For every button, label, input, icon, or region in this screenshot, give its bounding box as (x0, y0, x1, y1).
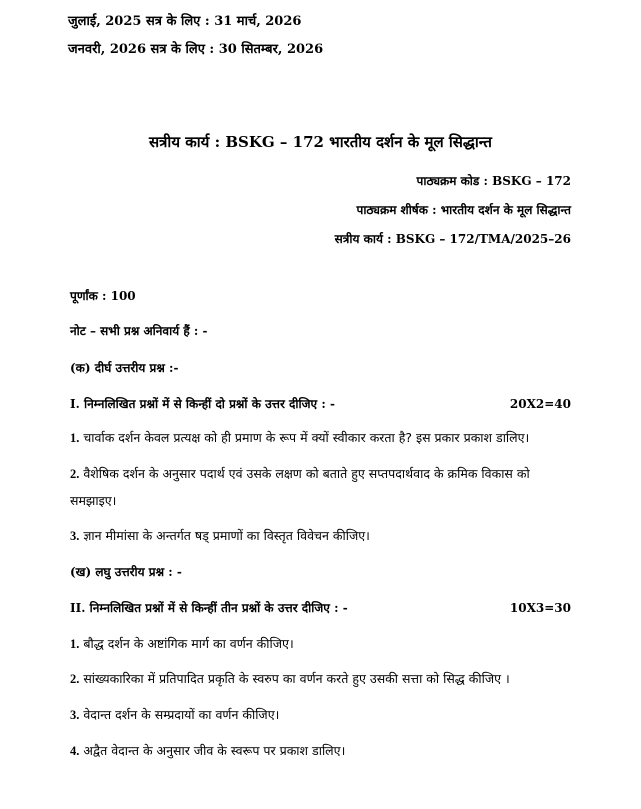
section-a-heading: (क) दीर्घ उत्तरीय प्रश्न :- (70, 361, 179, 375)
question-number: 2. (70, 467, 80, 481)
question-a2-continuation: समझाइए। (70, 493, 117, 508)
question-number: 4. (70, 744, 80, 758)
assignment-code: सत्रीय कार्य : BSKG – 172/TMA/2025–26 (334, 232, 571, 246)
section-b-marks: 10X3=30 (509, 601, 571, 615)
section-b-heading: (ख) लघु उत्तरीय प्रश्न : - (70, 565, 182, 579)
question-b1 (70, 636, 294, 652)
note: नोट – सभी प्रश्न अनिवार्य हैं : - (70, 324, 208, 338)
question-b3 (70, 707, 279, 723)
question-text: बौद्ध दर्शन के अष्टांगिक मार्ग का वर्णन कीजिए। (83, 636, 294, 651)
question-number: 3. (70, 529, 80, 543)
question-text: चार्वाक दर्शन केवल प्रत्यक्ष को ही प्रमाण के रूप में क्यों स्वीकार करता है? इस प्रकार प्रकाश डालिए। (83, 430, 530, 445)
question-text: वेदान्त दर्शन के सम्प्रदायों का वर्णन कीजिए। (83, 707, 280, 722)
july-session-date: जुलाई, 2025 सत्र के लिए : 31 मार्च, 2026 (68, 14, 302, 29)
question-a2 (70, 466, 530, 482)
question-number: 3. (70, 708, 80, 722)
question-number: 2. (70, 672, 80, 686)
question-text: वैशेषिक दर्शन के अनुसार पदार्थ एवं उसके लक्षण को बताते हुए सप्तपदार्थवाद के क्रमिक विकास को (83, 466, 530, 481)
page-title: सत्रीय कार्य : BSKG – 172 भारतीय दर्शन के मूल सिद्धान्त (149, 133, 492, 151)
question-text: सांख्यकारिका में प्रतिपादित प्रकृति के स्वरुप का वर्णन करते हुए उसकी सत्ता को सिद्ध कीजिए । (83, 671, 510, 686)
course-title: पाठ्यक्रम शीर्षक : भारतीय दर्शन के मूल सिद्धान्त (356, 203, 571, 217)
section-a-marks: 20X2=40 (509, 397, 571, 411)
max-marks: पूर्णांक : 100 (70, 289, 136, 303)
question-number: 1. (70, 431, 80, 445)
question-b4 (70, 743, 345, 759)
question-b2 (70, 671, 510, 687)
question-number: 1. (70, 637, 80, 651)
january-session-date: जनवरी, 2026 सत्र के लिए : 30 सितम्बर, 2026 (68, 42, 324, 57)
question-a3 (70, 528, 370, 544)
question-a1 (70, 430, 529, 446)
course-code: पाठ्यक्रम कोड : BSKG – 172 (416, 174, 571, 188)
section-b-instruction: II. निम्नलिखित प्रश्नों में से किन्हीं तीन प्रश्नों के उत्तर दीजिए : - (70, 601, 348, 615)
question-text: ज्ञान मीमांसा के अन्तर्गत षड् प्रमाणों का विस्तृत विवेचन कीजिए। (83, 528, 370, 543)
section-a-instruction: I. निम्नलिखित प्रश्नों में से किन्हीं दो प्रश्नों के उत्तर दीजिए : - (70, 397, 335, 411)
question-text: अद्वैत वेदान्त के अनुसार जीव के स्वरूप पर प्रकाश डालिए। (83, 743, 346, 758)
